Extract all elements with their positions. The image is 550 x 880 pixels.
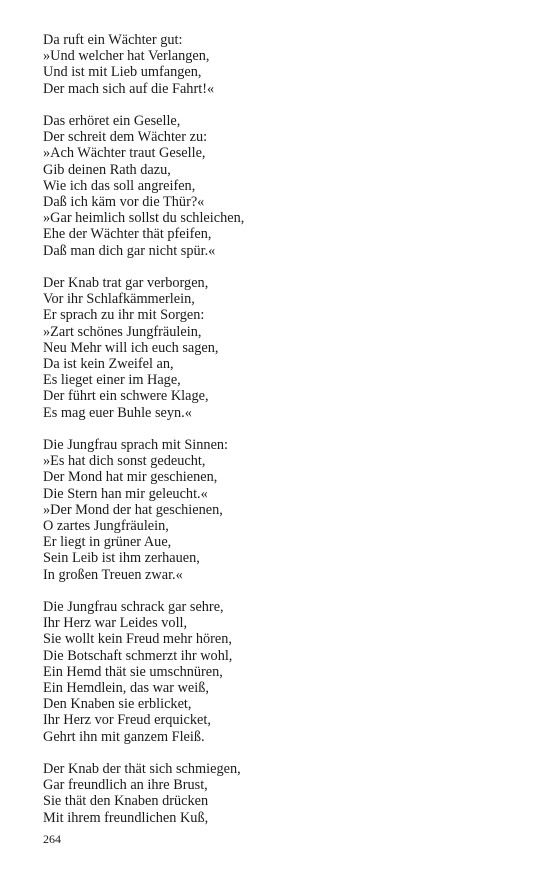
- poem-line: Der schreit dem Wächter zu:: [43, 129, 208, 146]
- poem-line: Die Stern han mir geleucht.«: [43, 485, 208, 502]
- poem-line: »Der Mond der hat geschienen,: [43, 501, 223, 518]
- poem-line: Er liegt in grüner Aue,: [43, 534, 172, 551]
- stanza-5: [43, 599, 523, 745]
- poem-line: Ihr Herz vor Freud erquicket,: [43, 712, 211, 729]
- poem-line: Sie thät den Knaben drücken: [43, 793, 209, 810]
- poem-line: Sein Leib ist ihm zerhauen,: [43, 550, 200, 567]
- poem-line: Und ist mit Lieb umfangen,: [43, 64, 202, 81]
- poem-line: Der Knab trat gar verborgen,: [43, 275, 209, 292]
- poem-line: Die Jungfrau schrack gar sehre,: [43, 599, 224, 616]
- poem-line: Da ist kein Zweifel an,: [43, 356, 174, 373]
- poem-line: Ehe der Wächter thät pfeifen,: [43, 226, 212, 243]
- poem-line: Daß ich käm vor die Thür?«: [43, 194, 205, 211]
- poem-line: Vor ihr Schlafkämmerlein,: [43, 291, 195, 308]
- poem-line: »Gar heimlich sollst du schleichen,: [43, 210, 245, 227]
- stanza-4: [43, 437, 523, 583]
- poem-line: Sie wollt kein Freud mehr hören,: [43, 631, 233, 648]
- poem-line: »Ach Wächter traut Geselle,: [43, 145, 206, 162]
- page-number: 264: [43, 832, 61, 846]
- poem-line: »Und welcher hat Verlangen,: [43, 48, 210, 65]
- poem-line: Er sprach zu ihr mit Sorgen:: [43, 307, 205, 324]
- poem-line: Ihr Herz war Leides voll,: [43, 615, 188, 632]
- poem-line: Der führt ein schwere Klage,: [43, 388, 209, 405]
- poem-line: Ein Hemd thät sie umschnüren,: [43, 663, 223, 680]
- poem-line: Mit ihrem freundlichen Kuß,: [43, 809, 209, 826]
- poem-line: Wie ich das soll angreifen,: [43, 177, 196, 194]
- poem-line: Gehrt ihn mit ganzem Fleiß.: [43, 728, 205, 745]
- poem-line: Das erhöret ein Geselle,: [43, 113, 181, 129]
- poem-line: Den Knaben sie erblicket,: [43, 696, 192, 713]
- stanza-2: [43, 113, 523, 259]
- poem-body: [43, 32, 523, 842]
- poem-line: Neu Mehr will ich euch sagen,: [43, 339, 219, 356]
- stanza-6: [43, 761, 523, 826]
- poem-line: »Zart schönes Jungfräulein,: [43, 323, 202, 340]
- stanza-3: [43, 275, 523, 421]
- poem-line: Der Mond hat mir geschienen,: [43, 469, 218, 486]
- poem-line: In großen Treuen zwar.«: [43, 566, 183, 583]
- poem-line: Die Jungfrau sprach mit Sinnen:: [43, 437, 229, 454]
- poem-line: Gar freundlich an ihre Brust,: [43, 777, 208, 794]
- poem-line: »Es hat dich sonst gedeucht,: [43, 453, 206, 470]
- poem-line: Ein Hemdlein, das war weiß,: [43, 680, 209, 697]
- poem-line: Es lieget einer im Hage,: [43, 372, 181, 389]
- poem-line: Daß man dich gar nicht spür.«: [43, 242, 216, 259]
- stanza-1: [43, 32, 523, 97]
- poem-line: Da ruft ein Wächter gut:: [43, 32, 183, 48]
- poem-line: Der Knab der thät sich schmiegen,: [43, 761, 241, 778]
- poem-line: Es mag euer Buhle seyn.«: [43, 404, 192, 421]
- poem-line: Der mach sich auf die Fahrt!«: [43, 80, 215, 97]
- poem-line: O zartes Jungfräulein,: [43, 518, 169, 535]
- poem-line: Die Botschaft schmerzt ihr wohl,: [43, 647, 233, 664]
- poem-line: Gib deinen Rath dazu,: [43, 161, 171, 178]
